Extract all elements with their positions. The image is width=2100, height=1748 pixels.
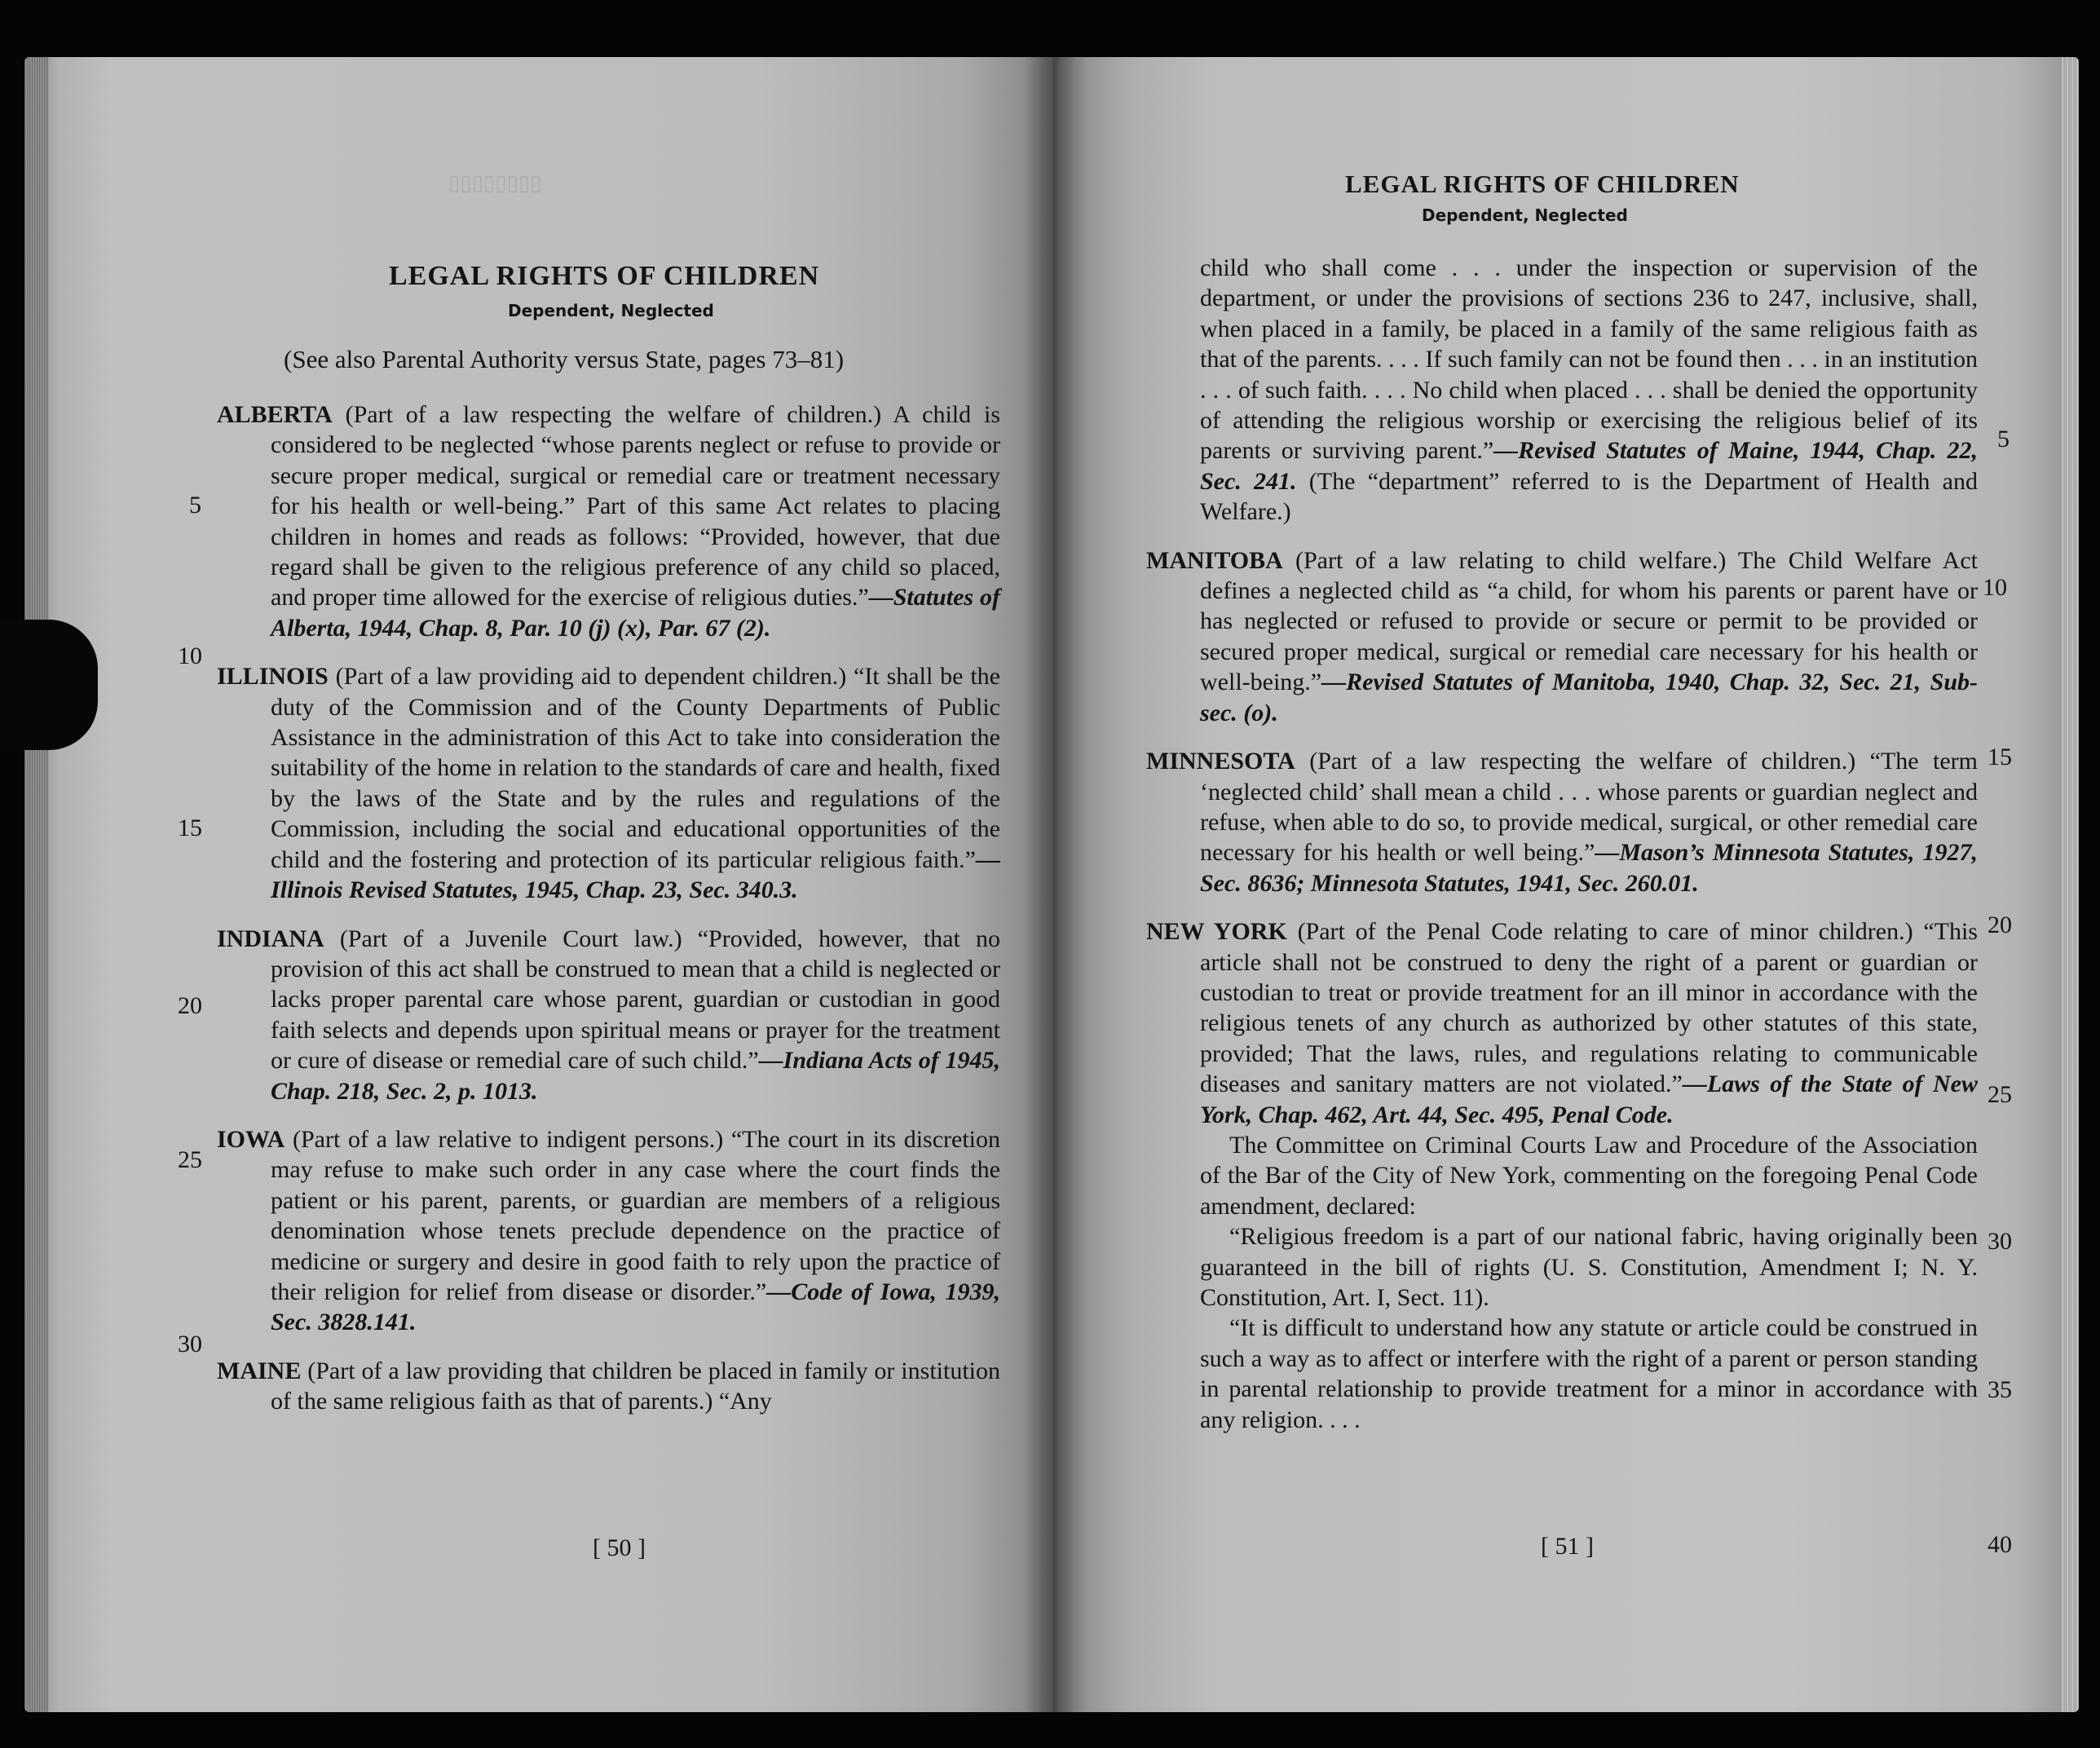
line-number: 15: [178, 814, 202, 841]
state-name-alberta: ALBERTA: [217, 401, 333, 428]
line-number: 25: [1988, 1081, 2012, 1108]
entry-iowa: [217, 1124, 1000, 1338]
entry-manitoba: [1146, 545, 1978, 728]
thumb-shadow: [0, 620, 98, 750]
line-number: 30: [1988, 1228, 2012, 1255]
see-also-note: (See also Parental Authority versus State, pages 73–81): [284, 345, 845, 373]
committee-paragraph: The Committee on Criminal Courts Law and Procedure of the Association of the Bar of the City of New York, commenting on the foregoing Penal Code amendment, declared:: [1200, 1131, 1978, 1220]
entry-alberta-body: (Part of a law respecting the welfare of children.) A child is considered to be neglected “whose parents neglect or refuse to provide or secure proper medical, surgical or remedial care or treatment necessary for his health or well-being.” Part of this same Act relates to placing children in homes and reads as follows: “Provided, however, that due regard shall be given to the religious preference of any child so placed, and proper time allowed for the exercise of religious duties.”: [271, 401, 1000, 611]
entry-minnesota: [1146, 746, 1978, 898]
entry-indiana: [217, 924, 1000, 1106]
entry-indiana-citation: —Indiana Acts of 1945, Chap. 218, Sec. 2, p. 1013.: [271, 1047, 1001, 1105]
entry-new-york: [1146, 916, 1978, 1130]
line-number: 40: [1988, 1531, 2012, 1558]
right-page: [1053, 57, 2079, 1712]
entry-illinois: [217, 661, 1000, 905]
right-page-number: [ 51 ]: [1541, 1533, 1594, 1560]
line-number: 20: [1988, 912, 2012, 938]
state-name-minnesota: MINNESOTA: [1146, 748, 1295, 775]
maine-continuation: [1197, 253, 1978, 527]
state-name-illinois: ILLINOIS: [217, 663, 329, 691]
difficult-paragraph: “It is difficult to understand how any statute or article could be construed in such a way as to affect or interfere with the right of a parent or person standing in parental relationship to provide treatment for a minor in accordance with any religion. . . .: [1200, 1314, 1978, 1433]
book-gutter: [1023, 57, 1088, 1712]
page-edges-right: [2061, 57, 2079, 1712]
left-page-number: [ 50 ]: [593, 1534, 646, 1561]
bleed-through-text: ▯▯▯▯▯▯▯▯: [448, 171, 542, 195]
entry-new-york-body: (Part of the Penal Code relating to care of minor children.) “This article shall not be construed to deny the right of a parent or guardian or custodian to treat or provide treatment for an ill minor in accordance with the religious tenets of any church as authorized by other statutes of this state, provided; That the laws, rules, and regulations relating to communicable diseases and sanitary matters are not violated.”: [1200, 918, 1978, 1098]
left-body: [217, 399, 1000, 1417]
left-page: [24, 57, 1053, 1712]
open-book: [24, 57, 2079, 1712]
state-name-iowa: IOWA: [217, 1125, 285, 1153]
entry-alberta-citation: —Statutes of Alberta, 1944, Chap. 8, Par. 10 (j) (x), Par. 67 (2).: [271, 584, 1000, 642]
entry-indiana-body: (Part of a Juvenile Court law.) “Provided, however, that no provision of this act shall be construed to mean that a child is neglected or lacks proper parental care whose parent, guardian or custodian in good faith selects and depends upon spiritual means or prayer for the treatment or cure of disease or remedial care of such child.”: [271, 925, 1000, 1075]
line-number: 10: [1983, 574, 2007, 601]
entry-new-york-citation: —Laws of the State of New York, Chap. 462, Art. 44, Sec. 495, Penal Code.: [1200, 1070, 1978, 1128]
line-number: 30: [178, 1331, 202, 1357]
state-name-new-york: NEW YORK: [1146, 918, 1287, 946]
line-number: 15: [1988, 744, 2012, 770]
page-edges-left: [24, 57, 49, 1712]
line-number: 35: [1988, 1376, 2012, 1403]
left-header-title: LEGAL RIGHTS OF CHILDREN: [389, 261, 820, 291]
entry-minnesota-citation: —Mason’s Minnesota Statutes, 1927, Sec. 8636; Minnesota Statutes, 1941, Sec. 260.01.: [1200, 839, 1979, 897]
left-header-subtitle: Dependent, Neglected: [508, 301, 714, 320]
entry-illinois-body: (Part of a law providing aid to dependent children.) “It shall be the duty of the Commission and of the County Departments of Public Assistance in the administration of this Act to take into consideration the suitability of the home in relation to the standards of care and health, fixed by the laws of the State and by the rules and regulations of the Commission, including the social and educational opportunities of the child and the fostering and protection of its particular religious faith.”: [271, 663, 1000, 873]
maine-continuation-body: child who shall come . . . under the inspection or supervision of the department, or under the provisions of sections 236 to 247, inclusive, shall, when placed in a family, be placed in a family of the same religious faith as that of the parents. . . . If such family can not be found then . . . in an institution . . . of such faith. . . . No child when placed . . . shall be denied the opportunity of attending the religious worship or exercising the religious belief of its parents or surviving parent.”: [1200, 254, 1978, 465]
right-header-subtitle: Dependent, Neglected: [1422, 205, 1628, 225]
right-header-title: LEGAL RIGHTS OF CHILDREN: [1345, 170, 1740, 198]
entry-illinois-citation: —Illinois Revised Statutes, 1945, Chap. 23, Sec. 340.3.: [271, 845, 1000, 904]
entry-iowa-citation: —Code of Iowa, 1939, Sec. 3828.141.: [271, 1278, 1001, 1336]
religious-freedom-paragraph: “Religious freedom is a part of our national fabric, having originally been guaranteed in the bill of rights (U. S. Constitution, Amendment I; N. Y. Constitution, Art. I, Sect. 11).: [1200, 1223, 1978, 1311]
entry-maine: [217, 1356, 1000, 1417]
state-name-indiana: INDIANA: [217, 925, 324, 952]
entry-alberta: [217, 399, 1000, 643]
entry-minnesota-body: (Part of a law respecting the welfare of children.) “The term ‘neglected child’ shall mean a child . . . whose parents or guardian neglect and refuse, when able to do so, to provide medical, surgical, or other remedial care necessary for his health or well being.”: [1200, 748, 1978, 867]
maine-citation: —Revised Statutes of Maine, 1944, Chap. 22, Sec. 241.: [1200, 437, 1978, 495]
line-number: 10: [178, 642, 202, 669]
line-number: 20: [178, 992, 202, 1019]
right-body: [1146, 253, 1979, 1435]
state-name-manitoba: MANITOBA: [1146, 546, 1283, 574]
maine-continuation-tail: (The “department” referred to is the Department of Health and Welfare.): [1200, 467, 1978, 526]
entry-maine-body: (Part of a law providing that children be placed in family or institution of the same religious faith as that of parents.) “Any: [271, 1357, 1000, 1415]
entry-iowa-body: (Part of a law relative to indigent persons.) “The court in its discretion may refuse to make such order in any case where the court finds the patient or his parent, parents, or guardian are members of a religious denomination whose tenets preclude dependence on the practice of medicine or surgery and desire in good faith to rely upon the practice of their religion for relief from disease or disorder.”: [271, 1125, 1000, 1305]
entry-manitoba-citation: —Revised Statutes of Manitoba, 1940, Chap. 32, Sec. 21, Sub-sec. (o).: [1200, 669, 1978, 726]
state-name-maine: MAINE: [217, 1357, 302, 1384]
line-number: 25: [178, 1146, 202, 1173]
entry-manitoba-body: (Part of a law relating to child welfare.) The Child Welfare Act defines a neglected child as “a child, for whom his parents or parent have or has neglected or refused to provide or secure or permit to be provided or secured proper medical, surgical or remedial care necessary for his health or well-being.”: [1200, 546, 1978, 696]
line-number: 5: [1997, 426, 2010, 452]
line-number: 5: [189, 492, 201, 519]
